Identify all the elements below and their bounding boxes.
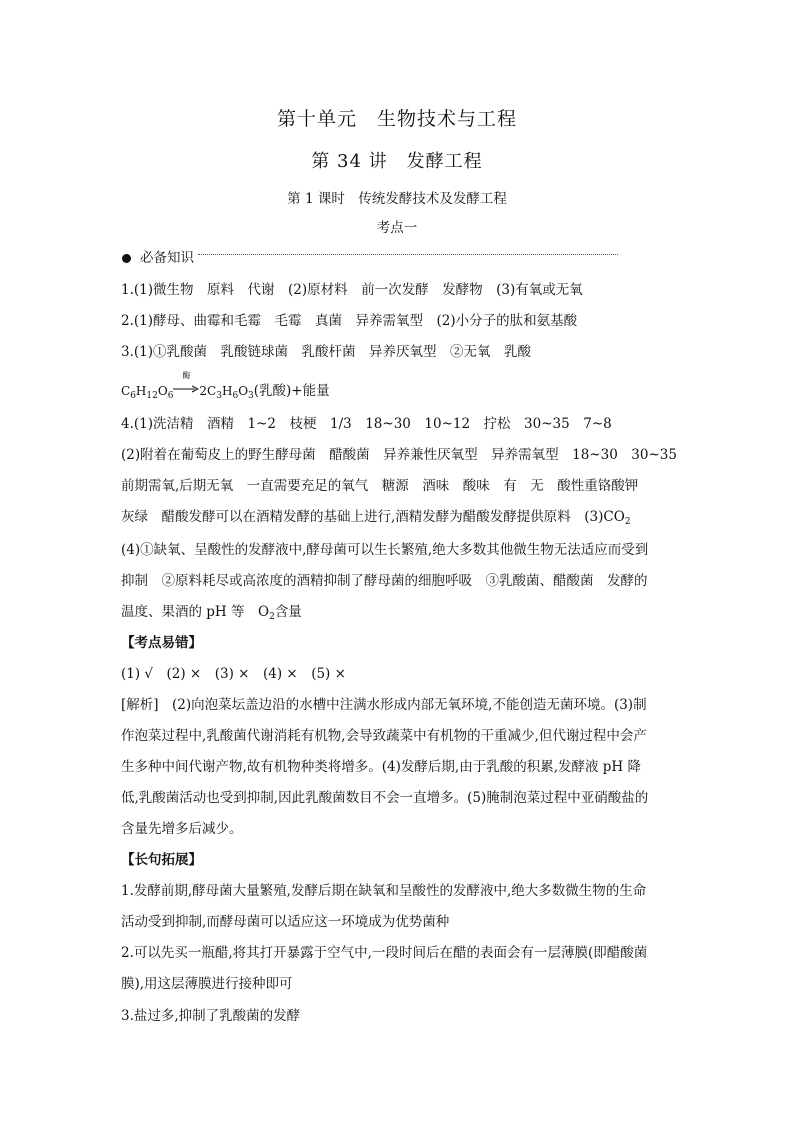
answer-line-4-1: 4.(1)洗洁精 酒精 1~2 枝梗 1/3 18~30 10~12 拧松 30~35 7~8 [121,416,612,432]
exam-point-title: 考点一 [376,220,418,236]
extend-line-1a: 1.发酵前期,酵母菌大量繁殖,发酵后期在缺氧和呈酸性的发酵液中,绝大多数微生物的生命 [121,883,647,899]
reaction-arrow-icon [173,371,199,396]
unit-title: 第十单元 生物技术与工程 [276,108,517,130]
analysis-line-5: 含量先增多后减少。 [121,821,243,837]
answer-line-1: 1.(1)微生物 原料 代谢 (2)原材料 前一次发酵 发酵物 (3)有氧或无氧 [121,282,583,298]
answer-line-4-2b: 前期需氧,后期无氧 一直需要充足的氧气 糖源 酒味 酸味 有 无 酸性重铬酸钾 [121,478,639,494]
bullet-icon [122,254,131,263]
enzyme-label: 酶 [182,371,191,380]
answer-line-2: 2.(1)酵母、曲霉和毛霉 毛霉 真菌 异养需氧型 (2)小分子的肽和氨基酸 [121,313,578,329]
answer-line-4-2c: 灰绿 醋酸发酵可以在酒精发酵的基础上进行,酒精发酵为醋酸发酵提供原料 $(3)CO_2$ [121,509,631,527]
extend-line-2b: 膜),用这层薄膜进行接种即可 [121,976,293,992]
analysis-line-4: 低,乳酸菌活动也受到抑制,因此乳酸菌数目不会一直增多。(5)腌制泡菜过程中亚硝酸盐的 [121,790,649,806]
analysis-line-3: 生多种中间代谢产物,故有机物种类将增多。(4)发酵后期,由于乳酸的积累,发酵液 pH 降 [121,759,641,775]
lesson-title: 第 1 课时 传统发酵技术及发酵工程 [287,191,507,207]
extend-line-3: 3.盐过多,抑制了乳酸菌的发酵 [121,1008,301,1024]
required-knowledge-label: 必备知识 [140,250,194,266]
answer-line-4-2a: (2)附着在葡萄皮上的野生酵母菌 醋酸菌 异养兼性厌氧型 异养需氧型 18~30 30~35 [121,447,677,463]
lecture-title: 第 34 讲 发酵工程 [311,151,483,172]
long-sentence-heading: 【长句拓展】 [121,852,202,868]
required-knowledge-heading [121,248,681,268]
analysis-line-2: 作泡菜过程中,乳酸菌代谢消耗有机物,会导致蔬菜中有机物的干重减少,但代谢过程中会产 [121,728,647,744]
answer-line-4-4a: (4)①缺氧、呈酸性的发酵液中,酵母菌可以生长繁殖,绝大多数其他微生物无法适应而受到 [121,542,649,558]
dotted-leader [198,254,618,255]
answer-line-4-4b: 抑制 ②原料耗尽或高浓度的酒精抑制了酵母菌的细胞呼吸 ③乳酸菌、醋酸菌 发酵的 [121,573,648,589]
analysis-line-1: [解析] (2)向泡菜坛盖边沿的水槽中注满水形成内部无氧环境,不能创造无菌环境。(3)制 [121,697,647,713]
answer-line-3: 3.(1)①乳酸菌 乳酸链球菌 乳酸杆菌 异养厌氧型 ②无氧 乳酸 [121,344,532,360]
extend-line-1b: 活动受到抑制,而酵母菌可以适应这一环境成为优势菌种 [121,914,450,930]
extend-line-2a: 2.可以先买一瓶醋,将其打开暴露于空气中,一段时间后在醋的表面会有一层薄膜(即醋酸菌 [121,945,648,961]
lactic-acid-equation: $C_6H_{12}O_6$ 酶 $2C_3H_6O_3$(乳酸)+能量 [121,371,330,401]
answer-line-4-4c: 温度、果酒的 pH 等 $O_2$含量 [121,604,302,622]
exam-errors-heading: 【考点易错】 [121,635,202,651]
judgment-answers: (1) √ (2) × (3) × (4) × (5) × [121,666,346,682]
